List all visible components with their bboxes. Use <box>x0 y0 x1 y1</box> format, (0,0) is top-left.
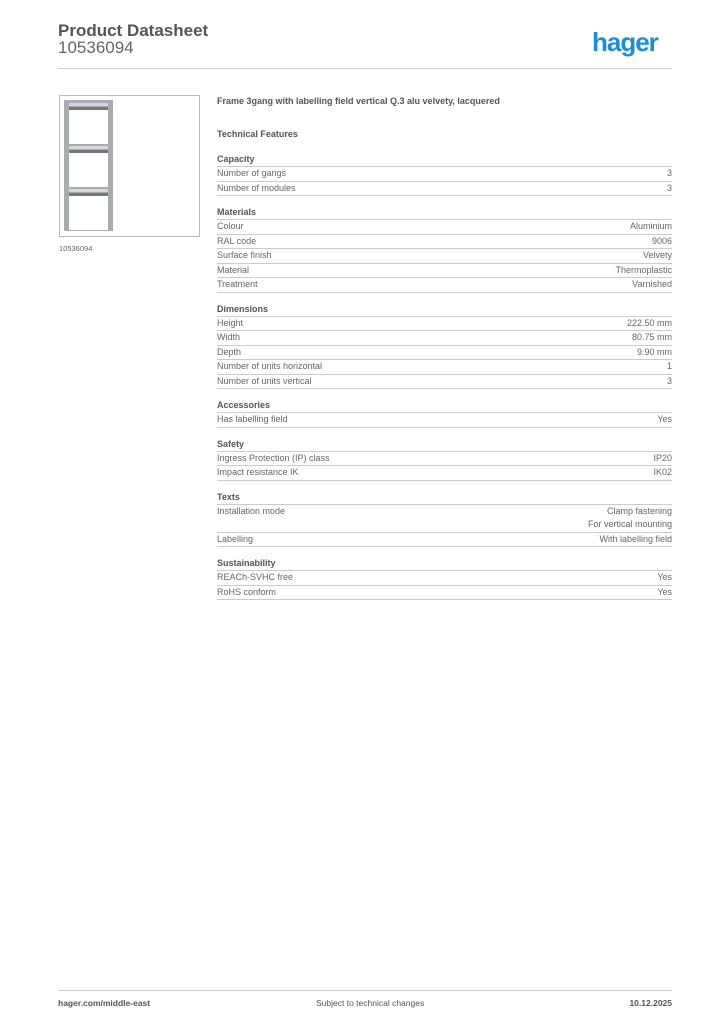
spec-value <box>637 346 672 360</box>
page-title: Product Datasheet <box>58 21 209 40</box>
spec-row <box>217 466 672 481</box>
spec-value <box>643 249 672 263</box>
spec-value-line: Velvety <box>642 250 672 260</box>
spec-value-line: 1 <box>666 361 672 371</box>
spec-label: Impact resistance IK <box>217 467 299 477</box>
spec-value-line: Yes <box>657 586 672 597</box>
footer-website[interactable]: hager.com/middle-east <box>58 998 151 1008</box>
spec-value <box>652 235 672 249</box>
spec-label: Treatment <box>217 279 258 289</box>
spec-value-line: 3 <box>666 182 672 193</box>
spec-label: Material <box>217 264 250 275</box>
spec-value <box>588 505 672 532</box>
hager-logo: hager <box>592 27 658 57</box>
section-title: Dimensions <box>217 303 672 317</box>
spec-value-line: Yes <box>657 572 672 582</box>
section-title: Sustainability <box>217 557 672 571</box>
footer-divider <box>58 990 672 991</box>
spec-row <box>217 182 672 197</box>
spec-value <box>667 360 672 374</box>
technical-features-heading: Technical Features <box>217 129 298 139</box>
spec-value <box>632 278 672 292</box>
spec-value-line: Thermoplastic <box>615 264 672 275</box>
spec-value <box>667 375 672 389</box>
spec-value-line: IK02 <box>653 467 672 477</box>
spec-value-line: 9.90 mm <box>636 346 672 357</box>
spec-value-line: With labelling field <box>599 533 672 544</box>
spec-row <box>217 317 672 332</box>
footer-date: 10.12.2025 <box>629 998 672 1008</box>
spec-row <box>217 586 672 601</box>
spec-label: Depth <box>217 346 242 357</box>
section-sustainability <box>217 557 672 600</box>
spec-value-line: Varnished <box>632 279 672 289</box>
spec-value <box>599 533 672 547</box>
section-texts <box>217 491 672 548</box>
spec-label: Width <box>217 332 241 342</box>
spec-row <box>217 346 672 361</box>
spec-value-line: Clamp fastening <box>606 505 672 516</box>
spec-value <box>632 331 672 345</box>
spec-row <box>217 235 672 250</box>
spec-value <box>627 317 672 331</box>
spec-row <box>217 452 672 467</box>
spec-label: REACh-SVHC free <box>217 572 294 582</box>
spec-label: RAL code <box>217 235 257 246</box>
spec-value <box>653 452 672 466</box>
technical-content <box>217 96 672 600</box>
spec-value-line: IP20 <box>653 452 672 463</box>
spec-label: Surface finish <box>217 250 272 260</box>
image-caption: 10536094 <box>59 244 93 253</box>
spec-value-line: 80.75 mm <box>631 332 672 342</box>
product-image <box>59 95 200 237</box>
spec-label: Has labelling field <box>217 414 288 424</box>
spec-row <box>217 167 672 182</box>
spec-row <box>217 264 672 279</box>
spec-value <box>667 167 672 181</box>
section-title: Safety <box>217 438 672 452</box>
section-title: Materials <box>217 206 672 220</box>
spec-value <box>653 466 672 480</box>
spec-value <box>667 182 672 196</box>
section-safety <box>217 438 672 481</box>
section-title: Capacity <box>217 153 672 167</box>
spec-value <box>630 220 672 234</box>
section-title: Texts <box>217 491 672 505</box>
spec-value <box>657 571 672 585</box>
spec-label: Ingress Protection (IP) class <box>217 452 330 463</box>
spec-row <box>217 220 672 235</box>
spec-row <box>217 571 672 586</box>
spec-row <box>217 278 672 293</box>
spec-label: Labelling <box>217 533 254 544</box>
spec-value <box>657 586 672 600</box>
spec-value-line: Yes <box>657 414 672 424</box>
spec-value-line: 3 <box>666 168 672 178</box>
spec-label: Colour <box>217 221 244 231</box>
spec-value-line: 222.50 mm <box>626 317 672 328</box>
spec-label: Number of units horizontal <box>217 361 323 371</box>
spec-row <box>217 413 672 428</box>
spec-value-line: Aluminium <box>629 221 672 231</box>
spec-row <box>217 375 672 390</box>
product-title: Frame 3gang with labelling field vertical Q.3 alu velvety, lacquered <box>217 96 500 106</box>
section-dimensions <box>217 303 672 390</box>
section-capacity <box>217 153 672 196</box>
spec-row <box>217 331 672 346</box>
spec-label: Installation mode <box>217 505 286 516</box>
spec-label: RoHS conform <box>217 586 277 597</box>
spec-value-line: 3 <box>666 375 672 386</box>
spec-label: Number of units vertical <box>217 375 312 386</box>
spec-value <box>657 413 672 427</box>
spec-label: Number of gangs <box>217 168 287 178</box>
section-title: Accessories <box>217 399 672 413</box>
spec-label: Height <box>217 317 244 328</box>
spec-row <box>217 505 672 533</box>
frame-illustration <box>64 100 113 231</box>
spec-row <box>217 533 672 548</box>
spec-row <box>217 360 672 375</box>
spec-label: Number of modules <box>217 182 296 193</box>
spec-value-line: 9006 <box>651 235 672 246</box>
spec-value <box>615 264 672 278</box>
spec-row <box>217 249 672 264</box>
header-divider <box>58 68 672 69</box>
spec-value-line: For vertical mounting <box>587 519 672 529</box>
section-accessories <box>217 399 672 428</box>
product-number: 10536094 <box>58 38 134 57</box>
section-materials <box>217 206 672 293</box>
footer-notice: Subject to technical changes <box>316 998 425 1008</box>
